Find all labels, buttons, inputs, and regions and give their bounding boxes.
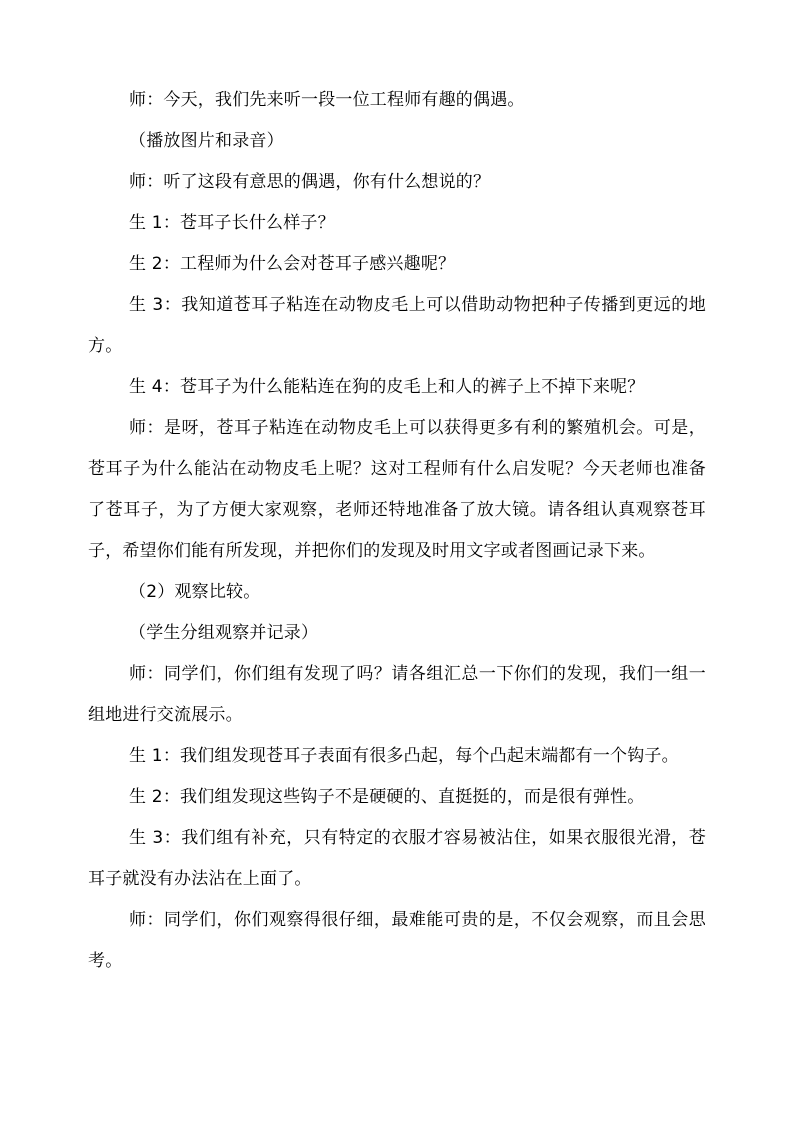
paragraph-play-media: （播放图片和录音） [129, 131, 284, 151]
paragraph-student-3: 生 3：我知道苍耳子粘连在动物皮毛上可以借助动物把种子传播到更远的地方。 [88, 295, 706, 356]
paragraph-teacher-praise: 师：同学们，你们观察得很仔细，最难能可贵的是，不仅会观察，而且会思考。 [88, 910, 706, 971]
paragraph-student-1: 生 1：苍耳子长什么样子？ [129, 213, 335, 233]
paragraph-section-heading: （2）观察比较。 [129, 582, 261, 602]
document-body [88, 80, 706, 982]
paragraph-student-4: 生 4：苍耳子为什么能粘连在狗的皮毛上和人的裤子上不掉下来呢？ [129, 377, 645, 397]
paragraph-group-1-report: 生 1：我们组发现苍耳子表面有很多凸起，每个凸起末端都有一个钩子。 [129, 746, 679, 766]
paragraph-group-3-report: 生 3：我们组有补充，只有特定的衣服才容易被沾住，如果衣服很光滑，苍耳子就没有办法沾在上面了。 [88, 828, 706, 889]
paragraph-teacher-summary-prompt: 师：同学们，你们组有发现了吗？请各组汇总一下你们的发现，我们一组一组地进行交流展示。 [88, 664, 706, 725]
paragraph-group-2-report: 生 2：我们组发现这些钩子不是硬硬的、直挺挺的，而是很有弹性。 [129, 787, 645, 807]
paragraph-group-observe: （学生分组观察并记录） [129, 623, 319, 643]
paragraph-teacher-instructions: 师：是呀，苍耳子粘连在动物皮毛上可以获得更多有利的繁殖机会。可是，苍耳子为什么能沾在动物皮毛上呢？这对工程师有什么启发呢？今天老师也准备了苍耳子，为了方便大家观察，老师还特地准备了放大镜。请各组认真观察苍耳子，希望你们能有所发现，并把你们的发现及时用文字或者图画记录下来。 [88, 418, 706, 561]
paragraph-teacher-question: 师：听了这段有意思的偶遇，你有什么想说的？ [129, 172, 491, 192]
paragraph-teacher-intro: 师：今天，我们先来听一段一位工程师有趣的偶遇。 [129, 90, 525, 110]
paragraph-student-2: 生 2：工程师为什么会对苍耳子感兴趣呢？ [129, 254, 456, 274]
